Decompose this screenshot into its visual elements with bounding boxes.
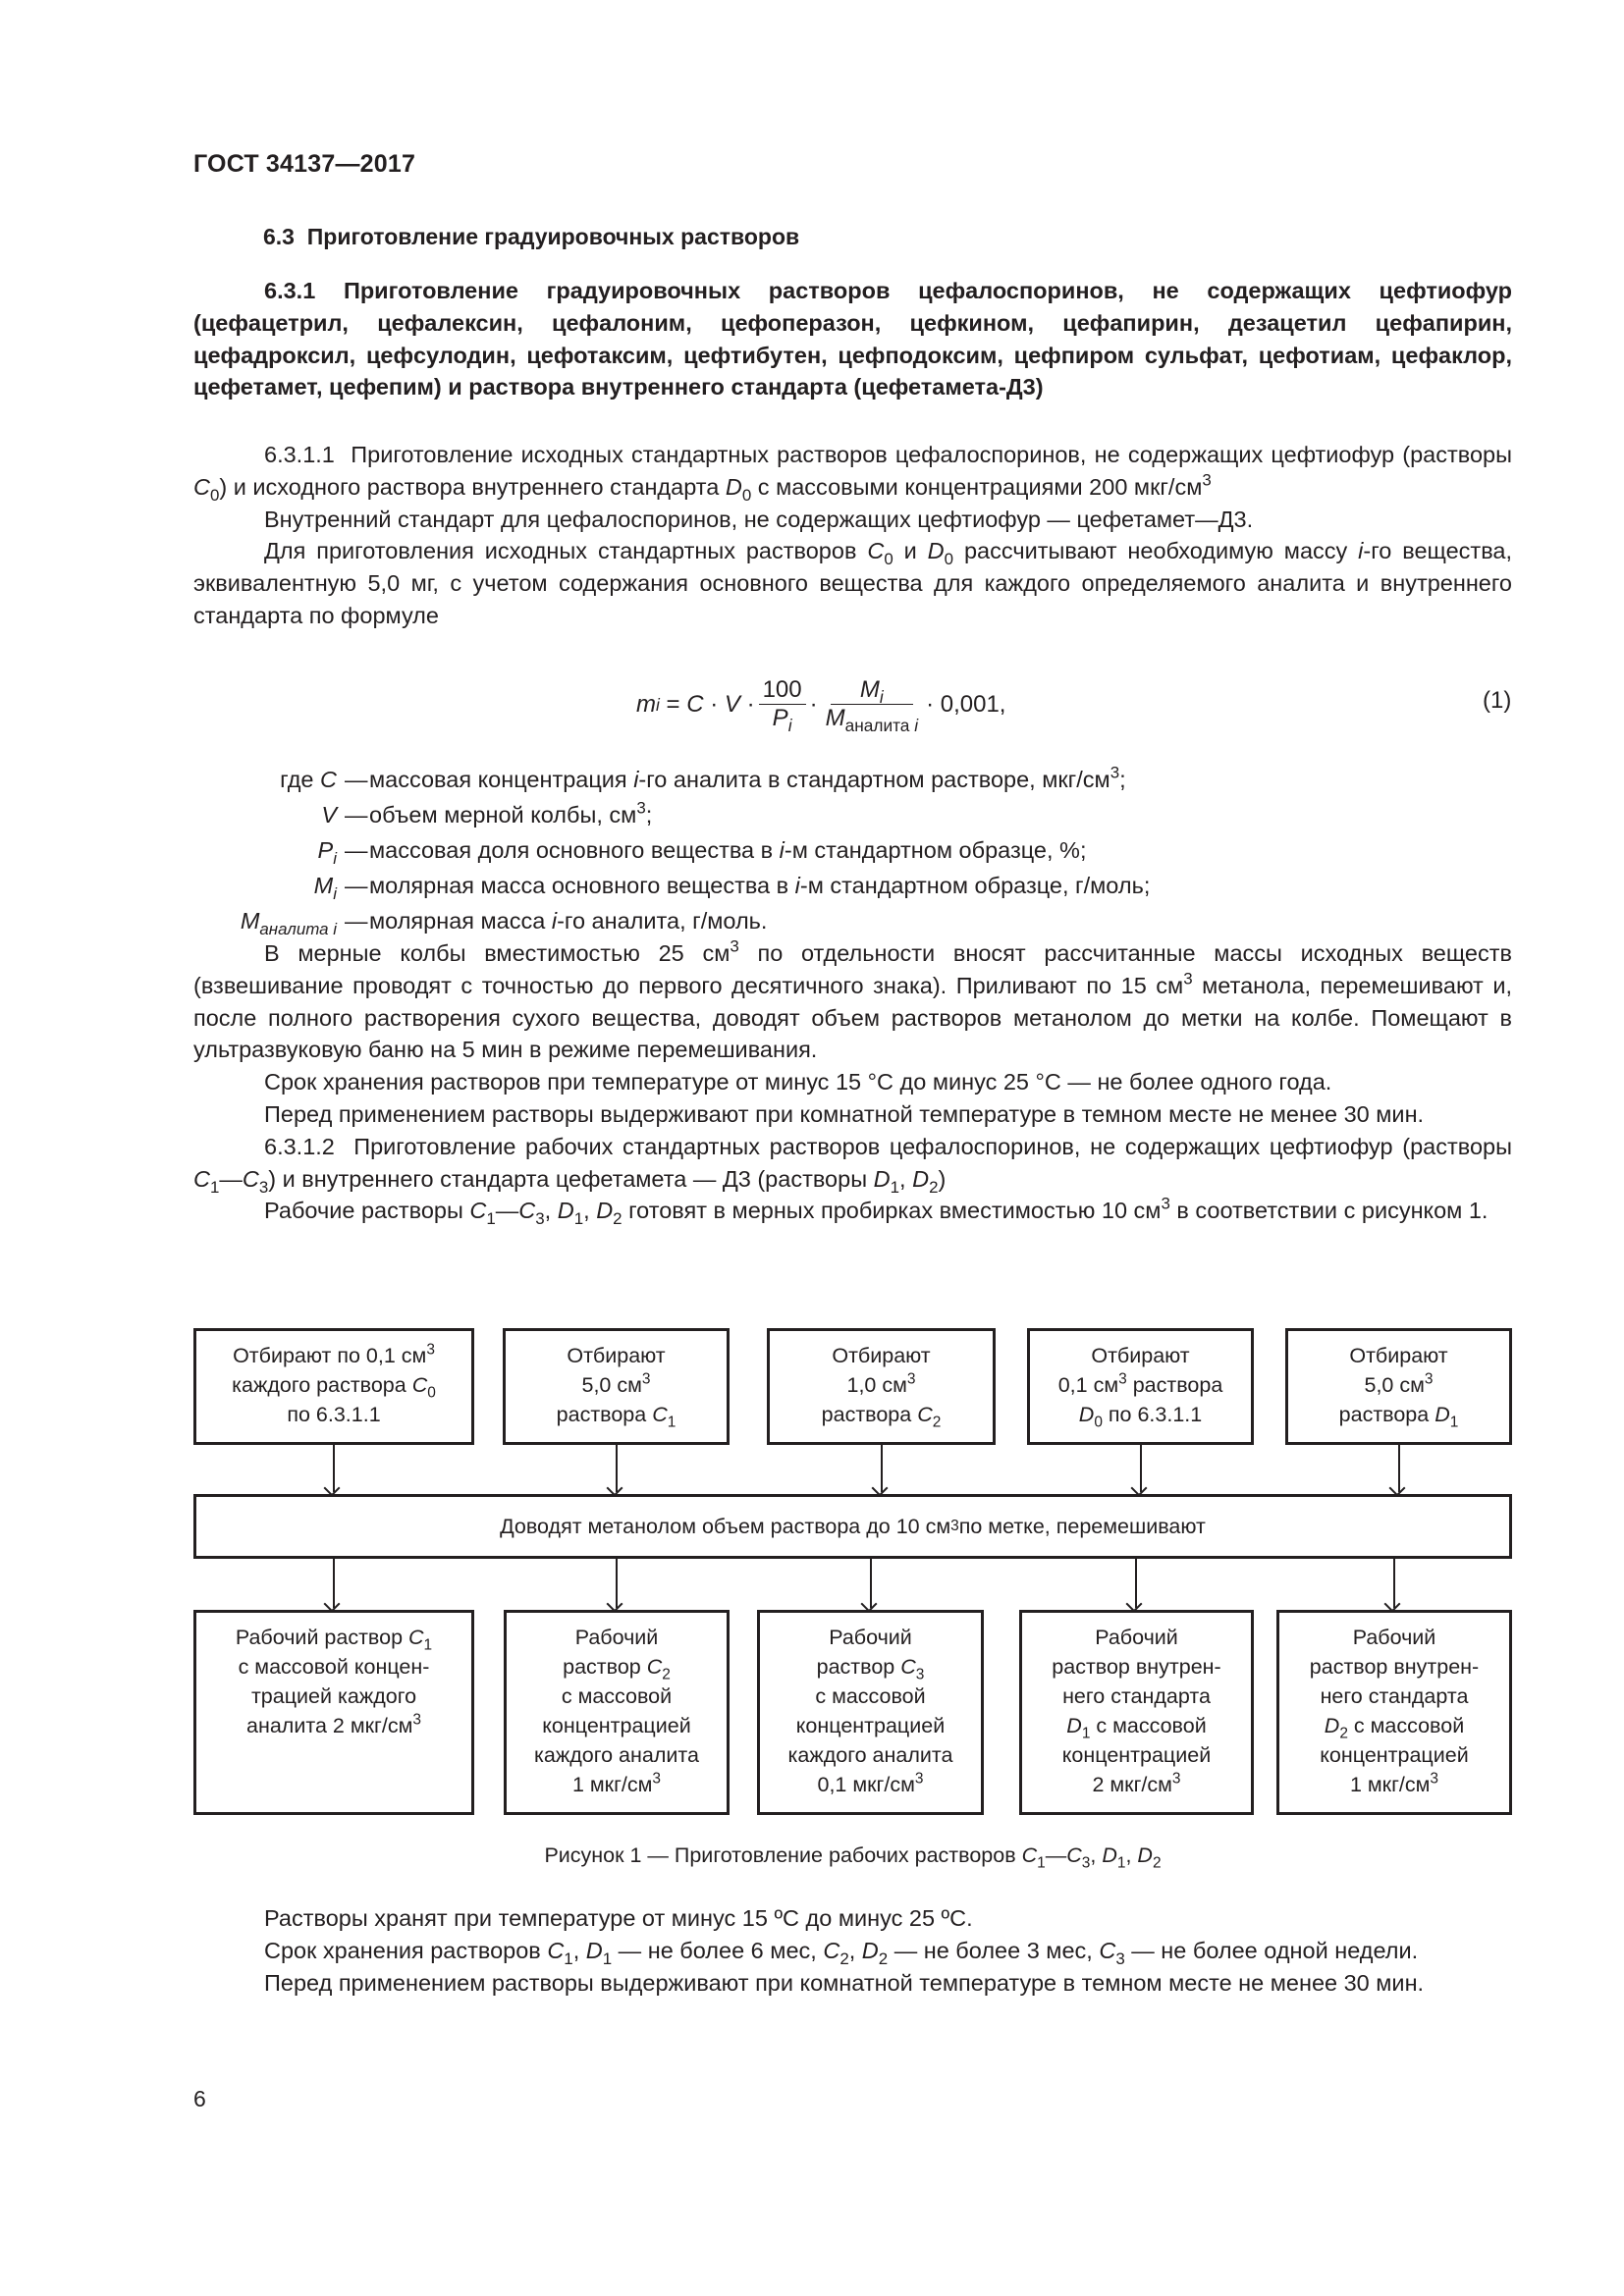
subscript: i (656, 695, 660, 715)
text: ; (1119, 767, 1126, 792)
text: концентрацией (1061, 1743, 1212, 1767)
text: и (893, 538, 928, 564)
subscript: i (333, 883, 337, 903)
text: -м стандартном образце, г/моль; (799, 873, 1151, 898)
dot-operator: · (926, 691, 935, 718)
formula-legend (177, 762, 1150, 938)
flow-box-working-c2 (504, 1610, 730, 1815)
superscript: 3 (1183, 969, 1193, 988)
subscript: аналита i (259, 919, 337, 938)
flow-box-working-d2 (1276, 1610, 1512, 1815)
formula-lhs: m (636, 691, 656, 718)
text: аналита 2 мкг/см (246, 1714, 413, 1737)
paragraphs-6311 (193, 439, 1512, 632)
arrow-down-icon (333, 1445, 335, 1492)
flow-box-take-c1 (503, 1328, 730, 1445)
subscript: 1 (209, 1177, 220, 1197)
subscript: 1 (1116, 1854, 1126, 1872)
text: метанола, перемешивают и, после полного растворения сухого вещества, доводят объем растворов метанолом до метки на колбе. Помещают в ультразвуковую баню на 5 мин в режиме перемешивания. (193, 972, 1512, 1063)
paragraph-6312 (193, 1131, 1512, 1196)
superscript: 3 (1161, 1195, 1170, 1214)
text: рассчитывают необходимую массу (953, 538, 1359, 564)
subscript: i (914, 716, 919, 736)
subscript: 0 (944, 550, 954, 569)
legend-dash: — (345, 767, 368, 792)
text: него стандарта (1320, 1684, 1469, 1708)
subscript: 1 (1449, 1414, 1459, 1431)
text: 5,0 см (1364, 1373, 1425, 1397)
text: Доводят метанолом объем раствора до 10 см (500, 1514, 951, 1538)
subscript: 1 (564, 1949, 573, 1968)
paragraphs-storage (193, 1902, 1512, 1999)
text: 1,0 см (846, 1373, 907, 1397)
legend-row (177, 868, 1150, 903)
denominator (769, 705, 796, 736)
symbol: C (867, 538, 885, 564)
superscript: 3 (914, 1770, 924, 1788)
flow-box-take-c0 (193, 1328, 474, 1445)
subscript: i (879, 687, 884, 708)
superscript: 3 (1430, 1770, 1439, 1788)
flow-box-take-d0 (1027, 1328, 1254, 1445)
text: в соответствии с рисунком 1. (1169, 1198, 1489, 1224)
subscript: 3 (1115, 1949, 1125, 1968)
flow-box-dilute: Доводят метанолом объем раствора до 10 см 3 по метке, перемешивают (193, 1494, 1512, 1559)
symbol: C (469, 1198, 487, 1224)
text: Рабочий раствор (235, 1626, 409, 1649)
text: ) и исходного раствора внутреннего стандарта (219, 473, 726, 500)
symbol: D (1078, 1403, 1095, 1426)
formula-1 (636, 675, 1005, 734)
text: ) и внутреннего стандарта цефетамета — Д3 (растворы (268, 1165, 874, 1192)
numerator: 100 (759, 677, 806, 705)
denominator (822, 705, 922, 736)
legend-symbol: P (317, 837, 334, 863)
text: -го аналита в стандартном растворе, мкг/см (638, 767, 1110, 792)
paragraph-shelf-life (193, 1935, 1512, 1967)
document-header: ГОСТ 34137—2017 (193, 150, 416, 178)
paragraph-flasks (193, 937, 1512, 1066)
arrow-down-icon (616, 1559, 618, 1608)
arrow-down-icon (333, 1559, 335, 1608)
legend-row (177, 797, 1150, 832)
legend-row (177, 832, 1150, 868)
text: трацией каждого (250, 1684, 417, 1708)
symbol: C (823, 1937, 840, 1963)
symbol: D (596, 1198, 614, 1224)
legend-row (177, 903, 1150, 938)
paragraph-6311 (193, 439, 1512, 504)
subscript: 1 (486, 1209, 496, 1229)
symbol: C (547, 1937, 565, 1963)
superscript: 3 (426, 1341, 435, 1359)
symbol: D (557, 1198, 574, 1224)
symbol: C (411, 1373, 428, 1397)
legend-dash: — (345, 873, 368, 898)
text: В мерные колбы вместимостью 25 см (264, 940, 731, 966)
paragraph-storage: Срок хранения растворов при температуре от минус 15 °С до минус 25 °С — не более одного года. (264, 1069, 1332, 1095)
text: с массовой (815, 1684, 926, 1708)
text: — не более одной недели. (1124, 1937, 1419, 1963)
superscript: 3 (1424, 1370, 1434, 1388)
text: — не более 6 мес, (612, 1937, 824, 1963)
text: с массовыми концентрациями 200 мкг/см (751, 473, 1203, 500)
text: раствор (563, 1655, 647, 1679)
dot-operator: · (746, 691, 755, 718)
text: молярная масса основного вещества в (369, 873, 795, 898)
superscript: 3 (730, 936, 739, 956)
text: массовая концентрация (369, 767, 634, 792)
subscript: 3 (915, 1666, 925, 1683)
paragraphs-preparation (193, 937, 1512, 1227)
legend-text (369, 903, 767, 938)
symbol: D (927, 538, 945, 564)
legend-symbol: C (320, 767, 337, 792)
text: каждого раствора (232, 1373, 412, 1397)
superscript: 3 (412, 1711, 421, 1729)
text: -м стандартном образце, %; (784, 837, 1087, 863)
flow-box-working-d1 (1019, 1610, 1254, 1815)
subscript: 2 (932, 1414, 942, 1431)
text: — не более 3 мес, (888, 1937, 1100, 1963)
dot-operator: · (710, 691, 719, 718)
subscript: 1 (667, 1414, 677, 1431)
text: по отдельности вносят рассчитанные массы исходных веществ (взвешивание проводят с точностью до первого десятичного знака). Приливают по 15 см (193, 940, 1512, 998)
symbol: D (725, 473, 742, 500)
text: с массовой (561, 1684, 673, 1708)
symbol: C (646, 1655, 663, 1679)
text: раствора (1338, 1403, 1435, 1426)
text: , (1125, 1843, 1138, 1867)
text: Рабочий (829, 1626, 912, 1649)
symbol: i (794, 873, 800, 898)
arrow-down-icon (616, 1445, 618, 1492)
subscript: 2 (1339, 1725, 1348, 1742)
text: раствор внутрен- (1309, 1655, 1480, 1679)
flow-box-take-c2 (767, 1328, 996, 1445)
text: Приготовление исходных стандартных растворов цефалоспоринов, не содержащих цефтиофур (растворы (351, 442, 1513, 467)
text: с массовой (1090, 1714, 1207, 1737)
symbol: D (912, 1165, 930, 1192)
text: концентрацией (795, 1714, 946, 1737)
text: Рабочий (1352, 1626, 1436, 1649)
legend-text (369, 868, 1150, 903)
symbol-c: C (686, 691, 704, 718)
legend-symbol: V (321, 802, 337, 828)
text: ) (938, 1165, 947, 1192)
arrow-down-icon (870, 1559, 872, 1608)
legend-dash: — (345, 908, 368, 934)
legend-row (177, 762, 1150, 797)
text: концентрацией (542, 1714, 691, 1737)
symbol: D (861, 1937, 879, 1963)
text: Рабочий (1095, 1626, 1178, 1649)
text: Приготовление рабочих стандартных растворов цефалоспоринов, не содержащих цефтиофур (растворы (353, 1133, 1512, 1159)
numerator (831, 676, 913, 708)
text: концентрацией (1320, 1743, 1469, 1767)
symbol: i (779, 837, 785, 863)
text: Отбирают (1349, 1344, 1448, 1367)
text: готовят в мерных пробирках вместимостью 10 см (622, 1198, 1162, 1224)
flow-box-working-c3 (757, 1610, 984, 1815)
factor: 0,001, (940, 691, 1006, 718)
figure-caption (193, 1843, 1512, 1872)
symbol: C (652, 1403, 668, 1426)
page-number: 6 (193, 2086, 206, 2111)
superscript: 3 (636, 798, 646, 818)
superscript: 3 (1118, 1370, 1127, 1388)
text: раствора (821, 1403, 918, 1426)
text: 1 мкг/см (571, 1773, 653, 1796)
subscript: 3 (535, 1209, 545, 1229)
symbol: C (408, 1626, 424, 1649)
symbol: i (1358, 538, 1364, 564)
subscript: 0 (1094, 1414, 1103, 1431)
symbol-m: M (825, 705, 845, 731)
paragraph-storage-temp: Растворы хранят при температуре от минус 15 ºС до минус 25 ºС. (264, 1905, 973, 1931)
legend-dash: — (345, 802, 368, 828)
text: молярная масса (369, 908, 552, 934)
text: раствора (1126, 1373, 1223, 1397)
equation-number: (1) (1483, 687, 1512, 714)
paragraph-working-solutions (193, 1195, 1512, 1227)
arrow-down-icon (1135, 1559, 1137, 1608)
text: с массовой (1347, 1714, 1465, 1737)
symbol: D (1435, 1403, 1450, 1426)
legend-symbol: M (313, 873, 334, 898)
section-number: 6.3 (263, 224, 295, 249)
text: ; (645, 802, 653, 828)
superscript: 3 (652, 1770, 662, 1788)
text: , (583, 1198, 597, 1224)
text: раствор внутрен- (1052, 1655, 1221, 1679)
subsection-title: Приготовление градуировочных растворов цефалоспоринов, не содержащих цефтиофур (цефацетрил, цефалексин, цефалоним, цефоперазон, цефкином, цефапирин, дезацетил цефапирин, цефадроксил, цефсулодин, цефотаксим, цефтибутен, цефподоксим, цефпиром сульфат, цефотиам, цефаклор, цефетамет, цефепим) и раствора внутреннего стандарта (цефетамета-Д3) (193, 278, 1512, 400)
subscript: i (787, 716, 792, 736)
subsection-number: 6.3.1 (264, 278, 316, 303)
clause-number: 6.3.1.2 (264, 1133, 335, 1159)
symbol-p: P (772, 705, 788, 731)
text: каждого аналита (534, 1743, 699, 1767)
legend-text (369, 797, 652, 832)
subscript: 1 (1081, 1725, 1091, 1742)
text: Рисунок 1 — Приготовление рабочих растворов (544, 1843, 1022, 1867)
subscript: 2 (662, 1666, 671, 1683)
text: массовая доля основного вещества в (369, 837, 780, 863)
flow-box-take-d1 (1285, 1328, 1512, 1445)
legend-lead: где (280, 767, 314, 792)
subscript: 2 (1152, 1854, 1162, 1872)
subsection-heading (193, 275, 1512, 403)
subscript: 0 (209, 485, 220, 505)
symbol: C (900, 1655, 916, 1679)
text: Отбирают (567, 1344, 666, 1367)
flow-box-working-c1 (193, 1610, 474, 1815)
text: -го вещества, эквивалентную 5,0 мг, с учетом содержания основного вещества для каждого определяемого аналита и внутреннего стандарта по формуле (193, 538, 1513, 628)
subscript: 1 (1037, 1854, 1046, 1872)
text: раствора (556, 1403, 653, 1426)
superscript: 3 (1202, 470, 1212, 490)
subscript: 0 (884, 550, 893, 569)
text: 2 мкг/см (1092, 1773, 1172, 1796)
text: него стандарта (1062, 1684, 1211, 1708)
subscript: i (333, 848, 337, 868)
text: , (899, 1165, 913, 1192)
text: -го аналита, г/моль. (557, 908, 768, 934)
symbol: C (242, 1165, 259, 1192)
text: — (495, 1198, 519, 1224)
text: 0,1 см (1057, 1373, 1119, 1397)
symbol: D (1102, 1843, 1117, 1867)
arrow-down-icon (881, 1445, 883, 1492)
text: 5,0 см (581, 1373, 642, 1397)
legend-text (369, 762, 1126, 797)
superscript: 3 (641, 1370, 651, 1388)
text: , (572, 1937, 586, 1963)
legend-dash: — (345, 837, 368, 863)
symbol: C (1021, 1843, 1038, 1867)
subscript: 1 (423, 1636, 433, 1654)
text: , (1090, 1843, 1103, 1867)
section-heading (263, 224, 799, 250)
subscript: 3 (1081, 1854, 1091, 1872)
subscript: 2 (878, 1949, 889, 1968)
subscript: 1 (573, 1209, 584, 1229)
symbol: D (873, 1165, 891, 1192)
text: 1 мкг/см (1349, 1773, 1431, 1796)
paragraph-internal-standard: Внутренний стандарт для цефалоспоринов, не содержащих цефтиофур — цефетамет—Д3. (264, 506, 1254, 532)
symbol: i (633, 767, 639, 792)
equals-sign: = (666, 691, 680, 718)
text: с массовой концен- (238, 1655, 430, 1679)
text: Срок хранения растворов (264, 1937, 548, 1963)
legend-symbol: M (240, 908, 260, 934)
symbol: D (1066, 1714, 1082, 1737)
fraction-100-over-p (759, 676, 806, 736)
symbol: D (585, 1937, 603, 1963)
symbol: C (193, 473, 210, 500)
symbol: D (1137, 1843, 1153, 1867)
text: Рабочий (574, 1626, 659, 1649)
text: — (1045, 1843, 1067, 1867)
fraction-m-over-manalyte (822, 676, 922, 736)
text: 0,1 мкг/см (817, 1773, 915, 1796)
superscript: 3 (906, 1370, 916, 1388)
subscript: 0 (427, 1384, 436, 1402)
superscript: 3 (1110, 763, 1120, 782)
subscript: 2 (613, 1209, 623, 1229)
symbol: C (917, 1403, 933, 1426)
subscript: 2 (929, 1177, 939, 1197)
subscript: 1 (602, 1949, 613, 1968)
symbol-v: V (724, 691, 740, 718)
text: каждого аналита (787, 1743, 953, 1767)
subscript: 0 (741, 485, 752, 505)
dot-operator: · (809, 691, 818, 718)
text: , (544, 1198, 558, 1224)
paragraph-calculation (193, 535, 1512, 631)
subscript: 3 (258, 1177, 269, 1197)
paragraph-before-use: Перед применением растворы выдерживают при комнатной температуре в темном месте не менее 30 мин. (264, 1100, 1425, 1127)
text: Рабочие растворы (264, 1198, 470, 1224)
arrow-down-icon (1393, 1559, 1395, 1608)
superscript: 3 (1171, 1770, 1181, 1788)
symbol: D (1324, 1714, 1340, 1737)
section-title: Приготовление градуировочных растворов (306, 224, 800, 249)
subscript: аналита (844, 716, 910, 736)
legend-text (369, 832, 1086, 868)
text: , (848, 1937, 862, 1963)
text: — (219, 1165, 243, 1192)
text: Отбирают (1091, 1344, 1190, 1367)
subscript: 1 (890, 1177, 900, 1197)
arrow-down-icon (1140, 1445, 1142, 1492)
symbol: C (518, 1198, 536, 1224)
text: Для приготовления исходных стандартных растворов (264, 538, 868, 564)
text: Отбирают по 0,1 см (233, 1344, 427, 1367)
text: по 6.3.1.1 (287, 1403, 381, 1426)
text: Отбирают (832, 1344, 931, 1367)
symbol: i (551, 908, 558, 934)
symbol-m: M (859, 676, 880, 703)
text: по 6.3.1.1 (1102, 1403, 1203, 1426)
text: раствор (816, 1655, 901, 1679)
symbol: C (193, 1165, 210, 1192)
symbol: C (1099, 1937, 1116, 1963)
paragraph-before-use: Перед применением растворы выдерживают при комнатной температуре в темном месте не менее 30 мин. (264, 1969, 1425, 1996)
clause-number: 6.3.1.1 (264, 442, 335, 467)
text: по метке, перемешивают (958, 1514, 1206, 1538)
symbol: C (1066, 1843, 1082, 1867)
subscript: 2 (839, 1949, 849, 1968)
text: объем мерной колбы, см (369, 802, 637, 828)
arrow-down-icon (1398, 1445, 1400, 1492)
